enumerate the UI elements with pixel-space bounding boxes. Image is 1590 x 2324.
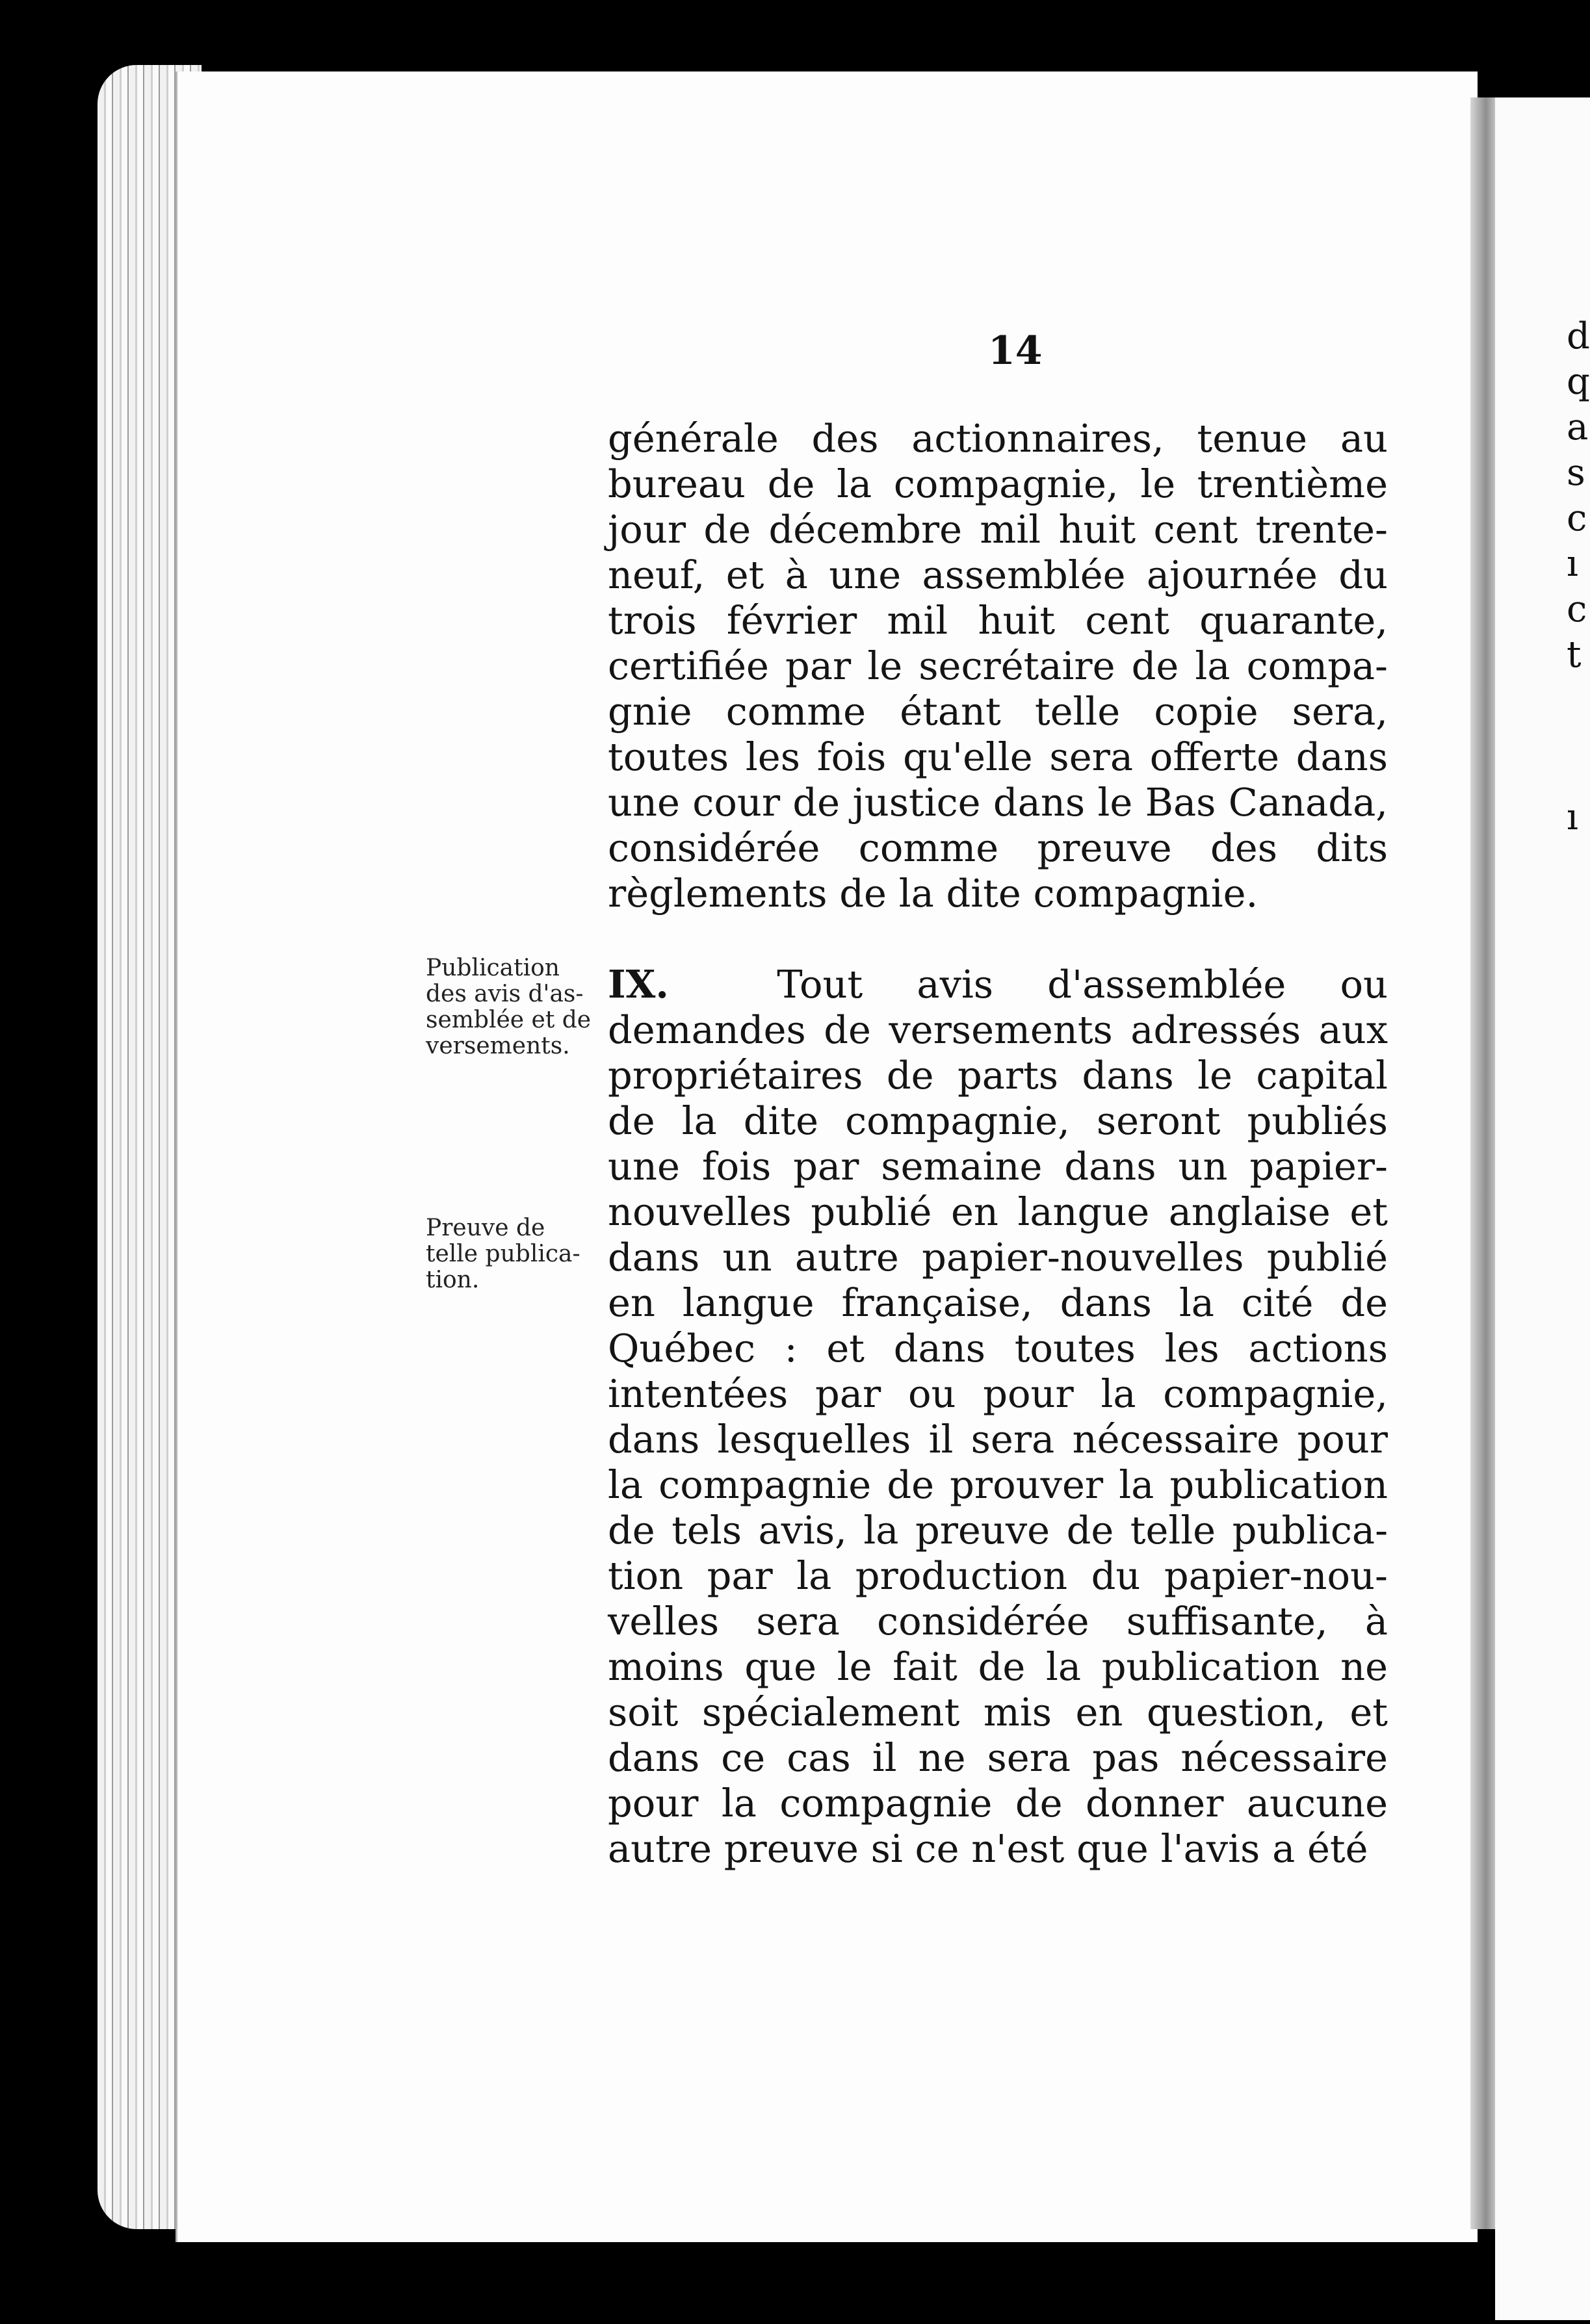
text-line: nouvelles publié en langue anglaise et xyxy=(608,1189,1388,1234)
next-page-fragment: ı xyxy=(1567,796,1578,838)
text-line: soit spécialement mis en question, et xyxy=(608,1690,1388,1735)
text-line: de la dite compagnie, seront publiés xyxy=(608,1098,1388,1143)
text-line: gnie comme étant telle copie sera, xyxy=(608,689,1388,734)
text-line: règlements de la dite compagnie. xyxy=(608,871,1258,916)
next-page-fragment: a xyxy=(1567,406,1589,448)
text-line: trois février mil huit cent quarante, xyxy=(608,598,1388,643)
book-gutter xyxy=(1470,97,1496,2229)
section-ix-paragraph xyxy=(608,962,1388,1872)
margin-note-line: versements. xyxy=(426,1033,570,1059)
next-page-fragment: c xyxy=(1567,497,1587,539)
margin-note-preuve xyxy=(426,1215,601,1293)
text-line: velles sera considérée suffisante, à xyxy=(608,1599,1388,1644)
text-line: tion par la production du papier-nou- xyxy=(608,1553,1388,1598)
text-line: demandes de versements adressés aux xyxy=(608,1007,1388,1052)
margin-note-line: semblée et de xyxy=(426,1007,592,1033)
margin-note-line: telle publica- xyxy=(426,1241,580,1267)
page-number: 14 xyxy=(988,328,1043,374)
next-page-fragment: t xyxy=(1567,634,1582,676)
margin-note-line: des avis d'as- xyxy=(426,981,584,1007)
text-line: la compagnie de prouver la publication xyxy=(608,1462,1388,1507)
text-line: Québec : et dans toutes les actions xyxy=(608,1326,1388,1371)
text-line: propriétaires de parts dans le capital xyxy=(608,1053,1388,1098)
next-page-fragment: d xyxy=(1567,315,1590,357)
text-line: moins que le fait de la publication ne xyxy=(608,1644,1388,1689)
margin-note-line: Publication xyxy=(426,955,560,981)
next-page-fragment: q xyxy=(1567,361,1590,403)
next-page-fragment: s xyxy=(1567,452,1585,494)
text-line: bureau de la compagnie, le trentième xyxy=(608,461,1388,506)
text-line: toutes les fois qu'elle sera offerte dans xyxy=(608,734,1388,779)
text-line: intentées par ou pour la compagnie, xyxy=(608,1371,1388,1416)
text-line: certifiée par le secrétaire de la compa- xyxy=(608,643,1388,688)
section-first-line-text: Tout avis d'assemblée ou xyxy=(777,962,1388,1007)
next-page-fragment: c xyxy=(1567,588,1587,630)
text-line: autre preuve si ce n'est que l'avis a été xyxy=(608,1826,1368,1871)
text-line: dans un autre papier-nouvelles publié xyxy=(608,1235,1388,1280)
text-line: en langue française, dans la cité de xyxy=(608,1280,1388,1325)
text-line: de tels avis, la preuve de telle publica- xyxy=(608,1508,1388,1553)
text-line: une cour de justice dans le Bas Canada, xyxy=(608,780,1388,825)
margin-note-line: Preuve de xyxy=(426,1215,545,1241)
next-page-edge xyxy=(1495,97,1590,2320)
section-number: IX. xyxy=(608,962,669,1007)
text-line: générale des actionnaires, tenue au xyxy=(608,416,1388,461)
text-line: dans ce cas il ne sera pas nécessaire xyxy=(608,1735,1388,1780)
section-ix-first-line xyxy=(608,962,1388,1007)
text-line: jour de décembre mil huit cent trente- xyxy=(608,507,1388,552)
text-line: neuf, et à une assemblée ajournée du xyxy=(608,552,1388,597)
next-page-fragment: ı xyxy=(1567,543,1578,585)
text-line: considérée comme preuve des dits xyxy=(608,825,1388,870)
text-line: pour la compagnie de donner aucune xyxy=(608,1781,1388,1826)
continued-paragraph xyxy=(608,416,1388,916)
margin-note-line: tion. xyxy=(426,1267,480,1293)
margin-note-publication xyxy=(426,955,601,1059)
text-line: une fois par semaine dans un papier- xyxy=(608,1144,1388,1189)
text-line: dans lesquelles il sera nécessaire pour xyxy=(608,1417,1388,1462)
